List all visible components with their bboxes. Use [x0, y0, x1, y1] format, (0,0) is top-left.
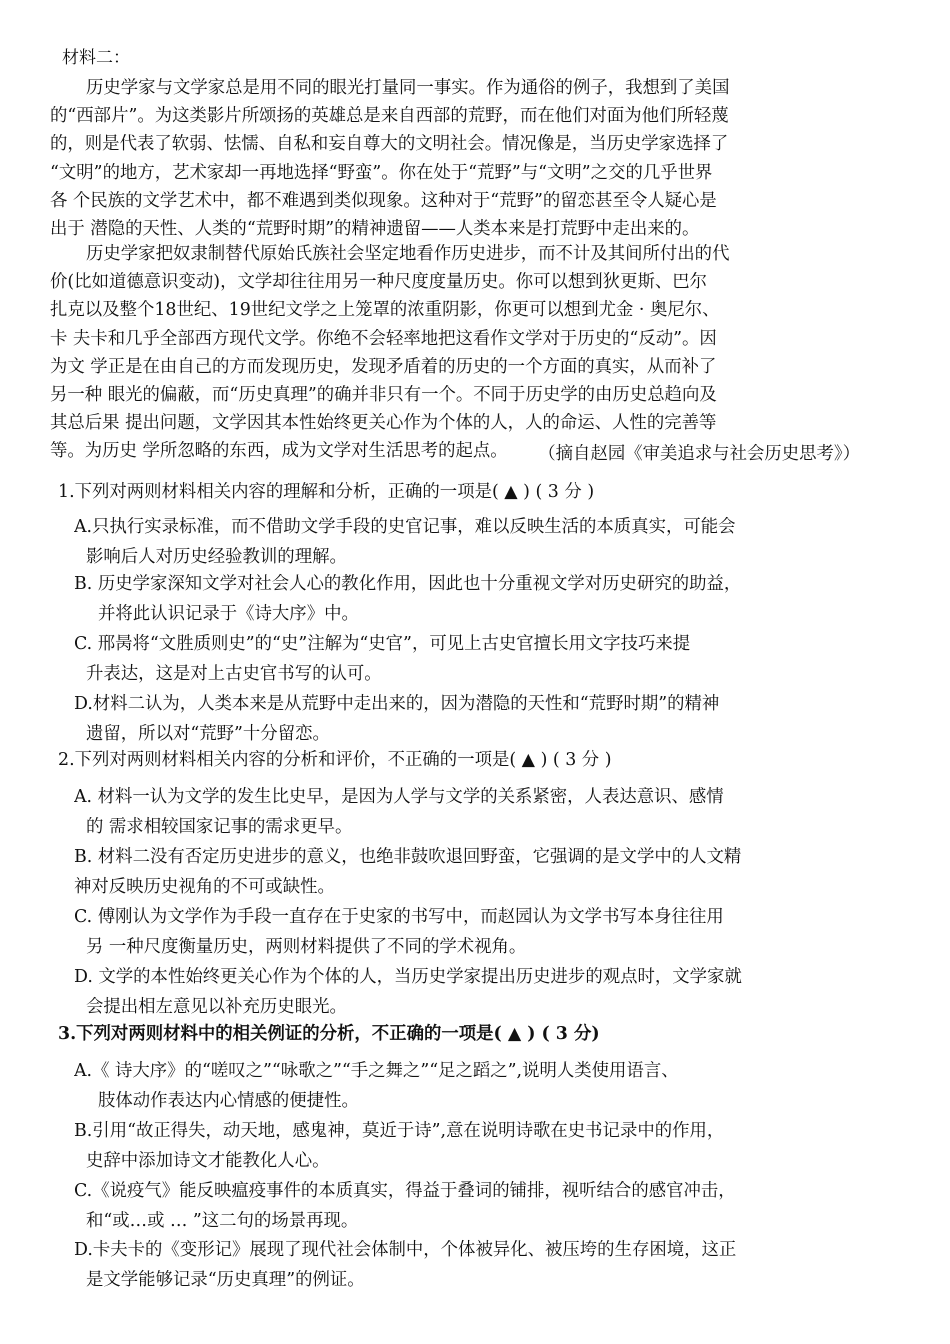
paragraph-2-line: 另一种 眼光的偏蔽，而“历史真理”的确并非只有一个。不同于历史学的由历史总趋向及	[50, 385, 717, 406]
question-3-option-b	[74, 1117, 884, 1176]
option-line: A. 材料一认为文学的发生比史早，是因为人学与文学的关系紧密，人表达意识、感情	[74, 787, 724, 807]
paragraph-1-line: 历史学家与文学家总是用不同的眼光打量同一事实。作为通俗的例子，我想到了美国	[86, 78, 730, 98]
option-line: 史辞中添加诗文才能教化人心。	[86, 1150, 330, 1171]
question-3-option-a	[74, 1057, 884, 1116]
option-line: 另 一种尺度衡量历史，两则材料提供了不同的学术视角。	[86, 936, 527, 957]
option-line: 升表达，这是对上古史官书写的认可。	[86, 663, 382, 684]
paragraph-2-line: 等。为历史 学所忽略的东西，成为文学对生活思考的起点。	[50, 441, 508, 462]
question-2-option-b	[74, 843, 884, 902]
paragraph-2	[50, 240, 875, 466]
paragraph-2-line: 为文 学正是在由自己的方而发现历史，发现矛盾着的历史的一个方面的真实，从而补了	[50, 356, 717, 377]
option-line: B. 历史学家深知文学对社会人心的教化作用，因此也十分重视文学对历史研究的助益，	[74, 574, 742, 594]
question-1-stem: 1.下列对两则材料相关内容的理解和分析，正确的一项是( ▲ ) ( 3 分 )	[58, 482, 595, 502]
option-line: 肢体动作表达内心情感的便捷性。	[98, 1090, 359, 1111]
source-citation: （摘自赵园《审美追求与社会历史思考》）	[538, 444, 860, 464]
paragraph-1-line: 出于 潜隐的天性、人类的“荒野时期”的精神遗留——人类本来是打荒野中走出来的。	[50, 219, 700, 240]
option-line: C. 邢昺将“文胜质则史”的“史”注解为“史官”，可见上古史官擅长用文字技巧来提	[74, 634, 691, 654]
option-line: D.材料二认为，人类本来是从荒野中走出来的，因为潜隐的天性和“荒野时期”的精神	[74, 694, 720, 714]
option-line: A.只执行实录标准，而不借助文学手段的史官记事，难以反映生活的本质真实，可能会	[74, 517, 736, 537]
material-title: 材料二：	[62, 48, 130, 68]
paragraph-2-line: 卡 夫卡和几乎全部西方现代文学。你绝不会轻率地把这看作文学对于历史的“反动”。因	[50, 328, 717, 349]
question-2-stem: 2.下列对两则材料相关内容的分析和评价，不正确的一项是( ▲ ) ( 3 分 )	[58, 750, 612, 770]
option-line: 的 需求相较国家记事的需求更早。	[86, 816, 353, 837]
question-2-option-d	[74, 963, 884, 1022]
question-1-option-d	[74, 690, 884, 749]
option-line: 影响后人对历史经验教训的理解。	[86, 546, 347, 567]
option-line: D.卡夫卡的《变形记》展现了现代社会体制中，个体被异化、被压垮的生存困境，这正	[74, 1240, 737, 1260]
option-line: 遗留，所以对“荒野”十分留恋。	[86, 723, 330, 744]
question-1-option-b	[74, 570, 884, 629]
paragraph-2-line: 历史学家把奴隶制替代原始氏族社会坚定地看作历史进步，而不计及其间所付出的代	[86, 244, 730, 264]
option-line: D. 文学的本性始终更关心作为个体的人，当历史学家提出历史进步的观点时，文学家就	[74, 967, 742, 987]
option-line: B.引用“故正得失，动天地，感鬼神，莫近于诗”,意在说明诗歌在史书记录中的作用，	[74, 1121, 725, 1141]
option-line: C.《说疫气》能反映瘟疫事件的本质真实，得益于叠词的铺排，视听结合的感官冲击，	[74, 1181, 736, 1201]
option-line: 并将此认识记录于《诗大序》中。	[98, 603, 359, 624]
question-2-option-c	[74, 903, 884, 962]
option-line: 神对反映历史视角的不可或缺性。	[74, 876, 335, 897]
paragraph-2-line: 其总后果 提出问题，文学因其本性始终更关心作为个体的人，人的命运、人性的完善等	[50, 413, 717, 434]
paragraph-2-line: 价(比如道德意识变动)，文学却往往用另一种尺度度量历史。你可以想到狄更斯、巴尔	[50, 272, 708, 293]
paragraph-2-line: 扎克以及整个18世纪、19世纪文学之上笼罩的浓重阴影，你更可以想到尤金 · 奥尼尔、	[50, 300, 720, 321]
question-2-option-a	[74, 783, 884, 842]
option-line: 是文学能够记录“历史真理”的例证。	[86, 1269, 365, 1290]
option-line: B. 材料二没有否定历史进步的意义，也绝非鼓吹退回野蛮，它强调的是文学中的人文精	[74, 847, 742, 867]
option-line: C. 傅刚认为文学作为手段一直存在于史家的书写中，而赵园认为文学书写本身往往用	[74, 907, 724, 927]
question-3-option-d	[74, 1236, 884, 1295]
question-1-option-c	[74, 630, 884, 689]
option-line: A.《 诗大序》的“嗟叹之”“咏歌之”“手之舞之”“足之蹈之”,说明人类使用语言、	[74, 1061, 679, 1081]
question-1-option-a	[74, 513, 884, 572]
question-3-option-c	[74, 1177, 884, 1236]
paragraph-1	[50, 74, 875, 243]
question-3-stem: 3.下列对两则材料中的相关例证的分析，不正确的一项是( ▲ ) ( 3 分)	[58, 1024, 600, 1044]
paragraph-1-line: 的，则是代表了软弱、怯懦、自私和妄自尊大的文明社会。情况像是，当历史学家选择了	[50, 134, 729, 155]
option-line: 和“或…或 … ”这二句的场景再现。	[86, 1210, 359, 1231]
paragraph-1-line: 各 个民族的文学艺术中，都不难遇到类似现象。这种对于“荒野”的留恋甚至令人疑心是	[50, 190, 717, 211]
paragraph-1-line: 的“西部片”。为这类影片所颂扬的英雄总是来自西部的荒野，而在他们对面为他们所轻蔑	[50, 106, 729, 127]
paragraph-1-line: “文明”的地方，艺术家却一再地选择“野蛮”。你在处于“荒野”与“文明”之交的几乎世界	[50, 162, 713, 183]
option-line: 会提出相左意见以补充历史眼光。	[86, 996, 347, 1017]
